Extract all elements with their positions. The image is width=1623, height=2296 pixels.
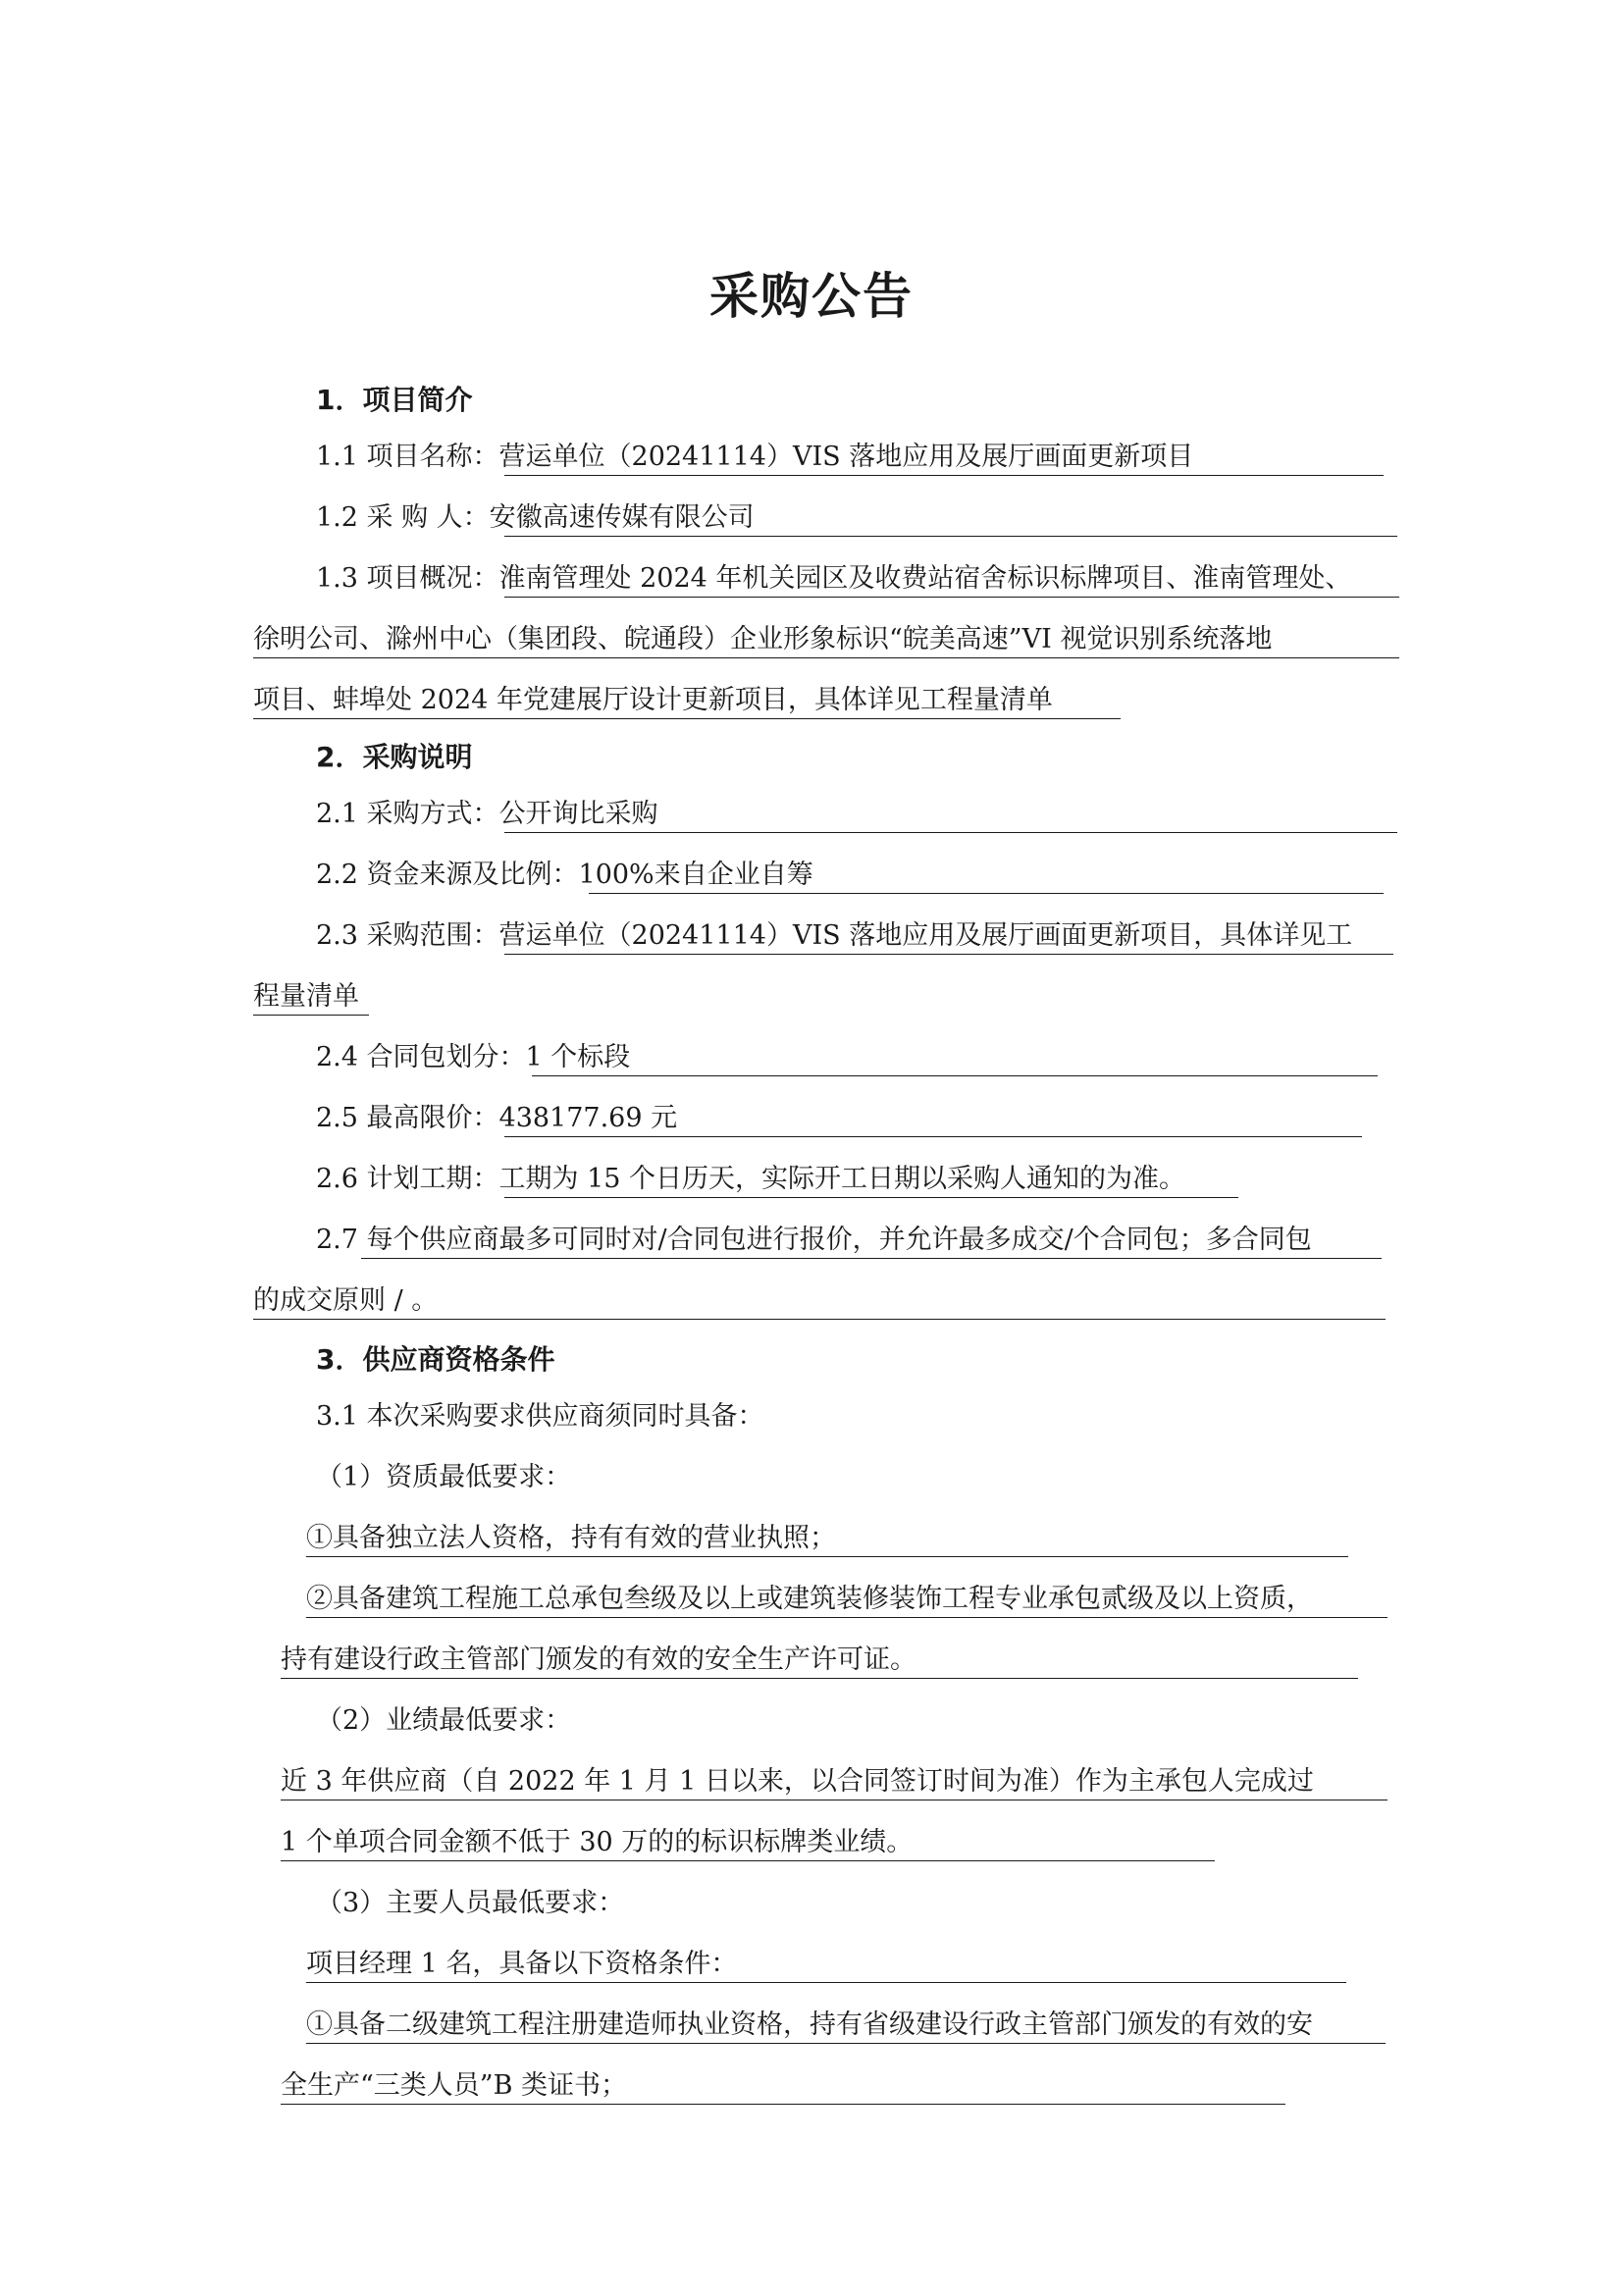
underline [532, 1075, 1378, 1076]
line-2-2: 2.2 资金来源及比例：100%来自企业自筹 [316, 860, 813, 890]
underline [504, 1136, 1362, 1137]
line-2-3b: 程量清单 [253, 981, 359, 1012]
underline [253, 1015, 369, 1016]
underline [281, 2104, 1285, 2105]
line-2-7b: 的成交原则 / 。 [253, 1285, 439, 1316]
requirement-1-b-line1: ②具备建筑工程施工总承包叁级及以上或建筑装修装饰工程专业承包贰级及以上资质， [306, 1584, 1313, 1614]
underline [306, 2043, 1386, 2044]
requirement-2-heading: （2）业绩最低要求： [316, 1705, 572, 1736]
page-title: 采购公告 [709, 268, 914, 325]
underline [589, 893, 1384, 894]
requirement-3-line3: 全生产“三类人员”B 类证书； [281, 2070, 628, 2101]
underline [504, 1197, 1238, 1198]
line-2-5: 2.5 最高限价：438177.69 元 [316, 1103, 678, 1133]
underline [253, 718, 1121, 719]
underline [281, 1678, 1358, 1679]
underline [281, 1860, 1215, 1861]
underline [253, 657, 1399, 658]
line-2-1: 2.1 采购方式：公开询比采购 [316, 799, 658, 829]
underline [361, 1258, 1382, 1259]
line-2-4: 2.4 合同包划分：1 个标段 [316, 1042, 631, 1072]
requirement-3-line1: 项目经理 1 名，具备以下资格条件： [306, 1949, 738, 1979]
requirement-2-line2: 1 个单项合同金额不低于 30 万的的标识标牌类业绩。 [281, 1827, 914, 1857]
underline [504, 597, 1399, 598]
line-1-3c: 项目、蚌埠处 2024 年党建展厅设计更新项目，具体详见工程量清单 [253, 685, 1053, 715]
section-heading-3: 3．供应商资格条件 [316, 1343, 555, 1376]
underline [504, 536, 1397, 537]
underline [306, 1982, 1346, 1983]
section-heading-2: 2．采购说明 [316, 741, 473, 773]
underline [504, 954, 1393, 955]
line-3-1: 3.1 本次采购要求供应商须同时具备： [316, 1401, 764, 1432]
underline [504, 475, 1384, 476]
requirement-3-heading: （3）主要人员最低要求： [316, 1888, 625, 1918]
line-1-3a: 1.3 项目概况：淮南管理处 2024 年机关园区及收费站宿舍标识标牌项目、淮南管理处、 [316, 563, 1352, 594]
line-1-1: 1.1 项目名称：营运单位（20241114）VIS 落地应用及展厅画面更新项目 [316, 442, 1194, 472]
line-1-2: 1.2 采 购 人：安徽高速传媒有限公司 [316, 502, 755, 533]
underline [306, 1556, 1348, 1557]
requirement-2-line1: 近 3 年供应商（自 2022 年 1 月 1 日以来，以合同签订时间为准）作为主承包人完成过 [281, 1766, 1314, 1797]
requirement-1-b-line2: 持有建设行政主管部门颁发的有效的安全生产许可证。 [281, 1644, 916, 1675]
section-heading-1: 1．项目简介 [316, 384, 473, 416]
line-2-3a: 2.3 采购范围：营运单位（20241114）VIS 落地应用及展厅画面更新项目，具体详见工 [316, 920, 1353, 951]
requirement-1-a: ①具备独立法人资格，持有有效的营业执照； [306, 1523, 836, 1553]
line-2-6: 2.6 计划工期：工期为 15 个日历天，实际开工日期以采购人通知的为准。 [316, 1164, 1186, 1194]
underline [504, 832, 1397, 833]
underline [253, 1319, 1386, 1320]
underline [306, 1617, 1387, 1618]
line-1-3b: 徐明公司、滁州中心（集团段、皖通段）企业形象标识“皖美高速”VI 视觉识别系统落地 [253, 624, 1273, 654]
requirement-3-line2: ①具备二级建筑工程注册建造师执业资格，持有省级建设行政主管部门颁发的有效的安 [306, 2009, 1313, 2040]
requirement-1-heading: （1）资质最低要求： [316, 1462, 572, 1492]
line-2-7a: 2.7 每个供应商最多可同时对/合同包进行报价，并允许最多成交/个合同包；多合同包 [316, 1225, 1312, 1255]
